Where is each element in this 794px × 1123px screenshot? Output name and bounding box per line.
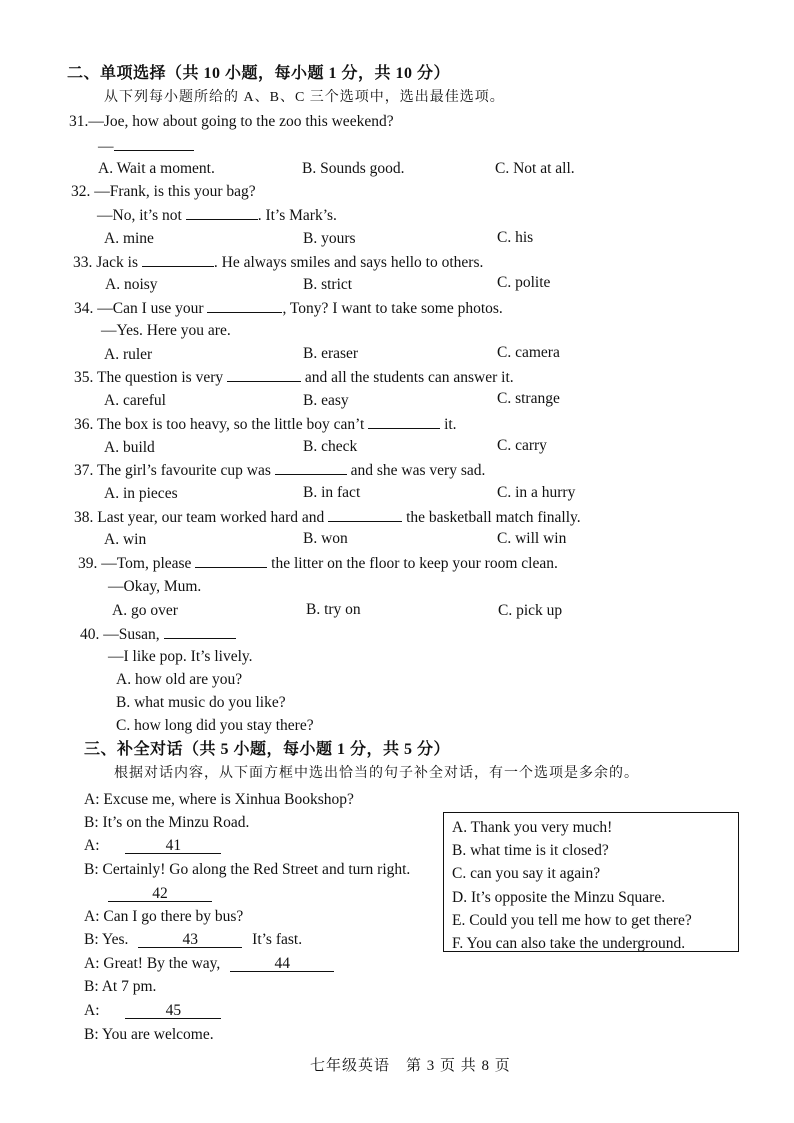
dialogue-line: A: Excuse me, where is Xinhua Bookshop?	[84, 791, 354, 808]
option-b: B. check	[303, 438, 358, 455]
option-a: A. how old are you?	[116, 671, 243, 688]
question-number: 38.	[74, 509, 94, 526]
answer-blank[interactable]	[142, 252, 214, 267]
question-number: 39.	[78, 555, 98, 572]
option-c: C. will win	[497, 530, 567, 547]
question-stem: —Joe, how about going to the zoo this weekend?	[88, 113, 394, 130]
option-b: B. won	[303, 530, 348, 547]
dialogue-line: B: Yes. 43 It’s fast.	[84, 931, 303, 948]
option-a: A. build	[104, 439, 155, 456]
option-c: C. polite	[497, 274, 551, 291]
option-c: C. pick up	[498, 602, 563, 619]
option-b: B. eraser	[303, 345, 359, 362]
options-box	[443, 812, 739, 952]
answer-blank[interactable]	[195, 553, 267, 568]
question-stem: —Frank, is this your bag?	[94, 183, 256, 200]
answer-blank[interactable]	[227, 367, 301, 382]
box-option-c: C. can you say it again?	[452, 865, 601, 882]
question-stem: —Susan,	[103, 626, 160, 643]
answer-blank[interactable]	[275, 460, 347, 475]
page-footer: 七年级英语 第 3 页 共 8 页	[310, 1058, 511, 1074]
option-c: C. camera	[497, 344, 560, 361]
option-c: C. Not at all.	[495, 160, 575, 177]
dialogue-line: B: It’s on the Minzu Road.	[84, 814, 250, 831]
box-option-d: D. It’s opposite the Minzu Square.	[452, 889, 666, 906]
option-b: B. easy	[303, 392, 349, 409]
question-number: 36.	[74, 416, 94, 433]
answer-blank[interactable]	[114, 136, 194, 151]
question-stem-cont: it.	[444, 416, 457, 433]
option-a: A. mine	[104, 230, 154, 247]
section-2-instruction: 从下列每小题所给的 A、B、C 三个选项中，选出最佳选项。	[104, 90, 505, 105]
option-c: C. strange	[497, 390, 560, 407]
option-b: B. in fact	[303, 484, 361, 501]
option-b: B. Sounds good.	[302, 160, 405, 177]
speaker: B:	[84, 931, 99, 948]
speaker: A:	[84, 908, 100, 925]
option-b: B. strict	[303, 276, 353, 293]
question-number: 31.	[69, 113, 89, 130]
question-stem: The girl’s favourite cup was	[96, 462, 271, 479]
answer-blank[interactable]	[207, 298, 282, 313]
dialogue-line: A: Can I go there by bus?	[84, 908, 244, 925]
speaker: B:	[84, 1026, 99, 1043]
question-stem-cont: and all the students can answer it.	[304, 369, 514, 386]
question-line: . It’s Mark’s.	[257, 207, 337, 224]
option-a: A. noisy	[105, 276, 158, 293]
speaker: B:	[84, 978, 99, 995]
question-stem: Jack is	[96, 254, 139, 271]
answer-blank-41[interactable]: 41	[125, 839, 221, 854]
box-option-e: E. Could you tell me how to get there?	[452, 912, 692, 929]
box-option-a: A. Thank you very much!	[452, 819, 613, 836]
question-number: 34.	[74, 300, 94, 317]
answer-dash: —	[98, 138, 114, 155]
speaker: B:	[84, 814, 99, 831]
question-stem-cont: the basketball match finally.	[406, 509, 581, 526]
option-a: A. careful	[104, 392, 166, 409]
question-stem-cont: and she was very sad.	[350, 462, 486, 479]
answer-blank[interactable]	[328, 507, 402, 522]
question-stem-cont: the litter on the floor to keep your room clean.	[271, 555, 558, 572]
question-stem: —Can I use your	[97, 300, 204, 317]
question-line: —Okay, Mum.	[108, 578, 202, 595]
option-c: C. his	[497, 229, 534, 246]
dialogue-line	[108, 884, 212, 904]
section-2-title: 二、单项选择（共 10 小题，每小题 1 分，共 10 分）	[67, 65, 451, 82]
question-line: —Yes. Here you are.	[101, 322, 231, 339]
option-b: B. try on	[306, 601, 361, 618]
option-c: C. carry	[497, 437, 547, 454]
option-a: A. Wait a moment.	[98, 160, 215, 177]
speaker: A:	[84, 791, 100, 808]
question-number: 37.	[74, 462, 94, 479]
section-3-title: 三、补全对话（共 5 小题，每小题 1 分，共 5 分）	[84, 741, 451, 758]
answer-blank[interactable]	[368, 414, 440, 429]
question-line: —No, it’s not	[97, 207, 182, 224]
answer-blank[interactable]	[186, 205, 258, 220]
box-option-f: F. You can also take the underground.	[452, 935, 686, 952]
question-stem: —Tom, please	[101, 555, 192, 572]
dialogue-line: B: You are welcome.	[84, 1026, 214, 1043]
option-b: B. yours	[303, 230, 356, 247]
option-a: A. go over	[112, 602, 178, 619]
question-stem: The question is very	[96, 369, 224, 386]
speaker: A:	[84, 1002, 100, 1019]
speaker: A:	[84, 955, 100, 972]
option-a: A. ruler	[104, 346, 153, 363]
answer-blank-42[interactable]: 42	[108, 887, 212, 902]
dialogue-line	[84, 1001, 221, 1021]
answer-blank[interactable]	[164, 624, 236, 639]
answer-blank-44[interactable]: 44	[230, 957, 334, 972]
option-c: C. how long did you stay there?	[116, 717, 314, 734]
question-stem: The box is too heavy, so the little boy can’t	[96, 416, 365, 433]
question-number: 32.	[71, 183, 91, 200]
option-c: C. in a hurry	[497, 484, 576, 501]
question-stem-cont: . He always smiles and says hello to others.	[213, 254, 484, 271]
box-option-b: B. what time is it closed?	[452, 842, 609, 859]
option-b: B. what music do you like?	[116, 694, 286, 711]
option-a: A. win	[104, 531, 147, 548]
question-line: —I like pop. It’s lively.	[108, 648, 253, 665]
answer-blank-45[interactable]: 45	[125, 1004, 221, 1019]
question-number: 40.	[80, 626, 100, 643]
answer-blank-43[interactable]: 43	[138, 933, 242, 948]
option-a: A. in pieces	[104, 485, 178, 502]
dialogue-line: B: At 7 pm.	[84, 978, 157, 995]
speaker: B:	[84, 861, 99, 878]
section-3-instruction: 根据对话内容，从下面方框中选出恰当的句子补全对话，有一个选项是多余的。	[114, 766, 639, 781]
question-stem-cont: , Tony? I want to take some photos.	[282, 300, 503, 317]
speaker: A:	[84, 837, 100, 854]
dialogue-line	[84, 836, 221, 856]
question-number: 35.	[74, 369, 94, 386]
question-stem: Last year, our team worked hard and	[97, 509, 325, 526]
dialogue-line: A: Great! By the way, 44	[84, 954, 334, 974]
question-number: 33.	[73, 254, 93, 271]
dialogue-line: B: Certainly! Go along the Red Street and turn right.	[84, 861, 411, 878]
